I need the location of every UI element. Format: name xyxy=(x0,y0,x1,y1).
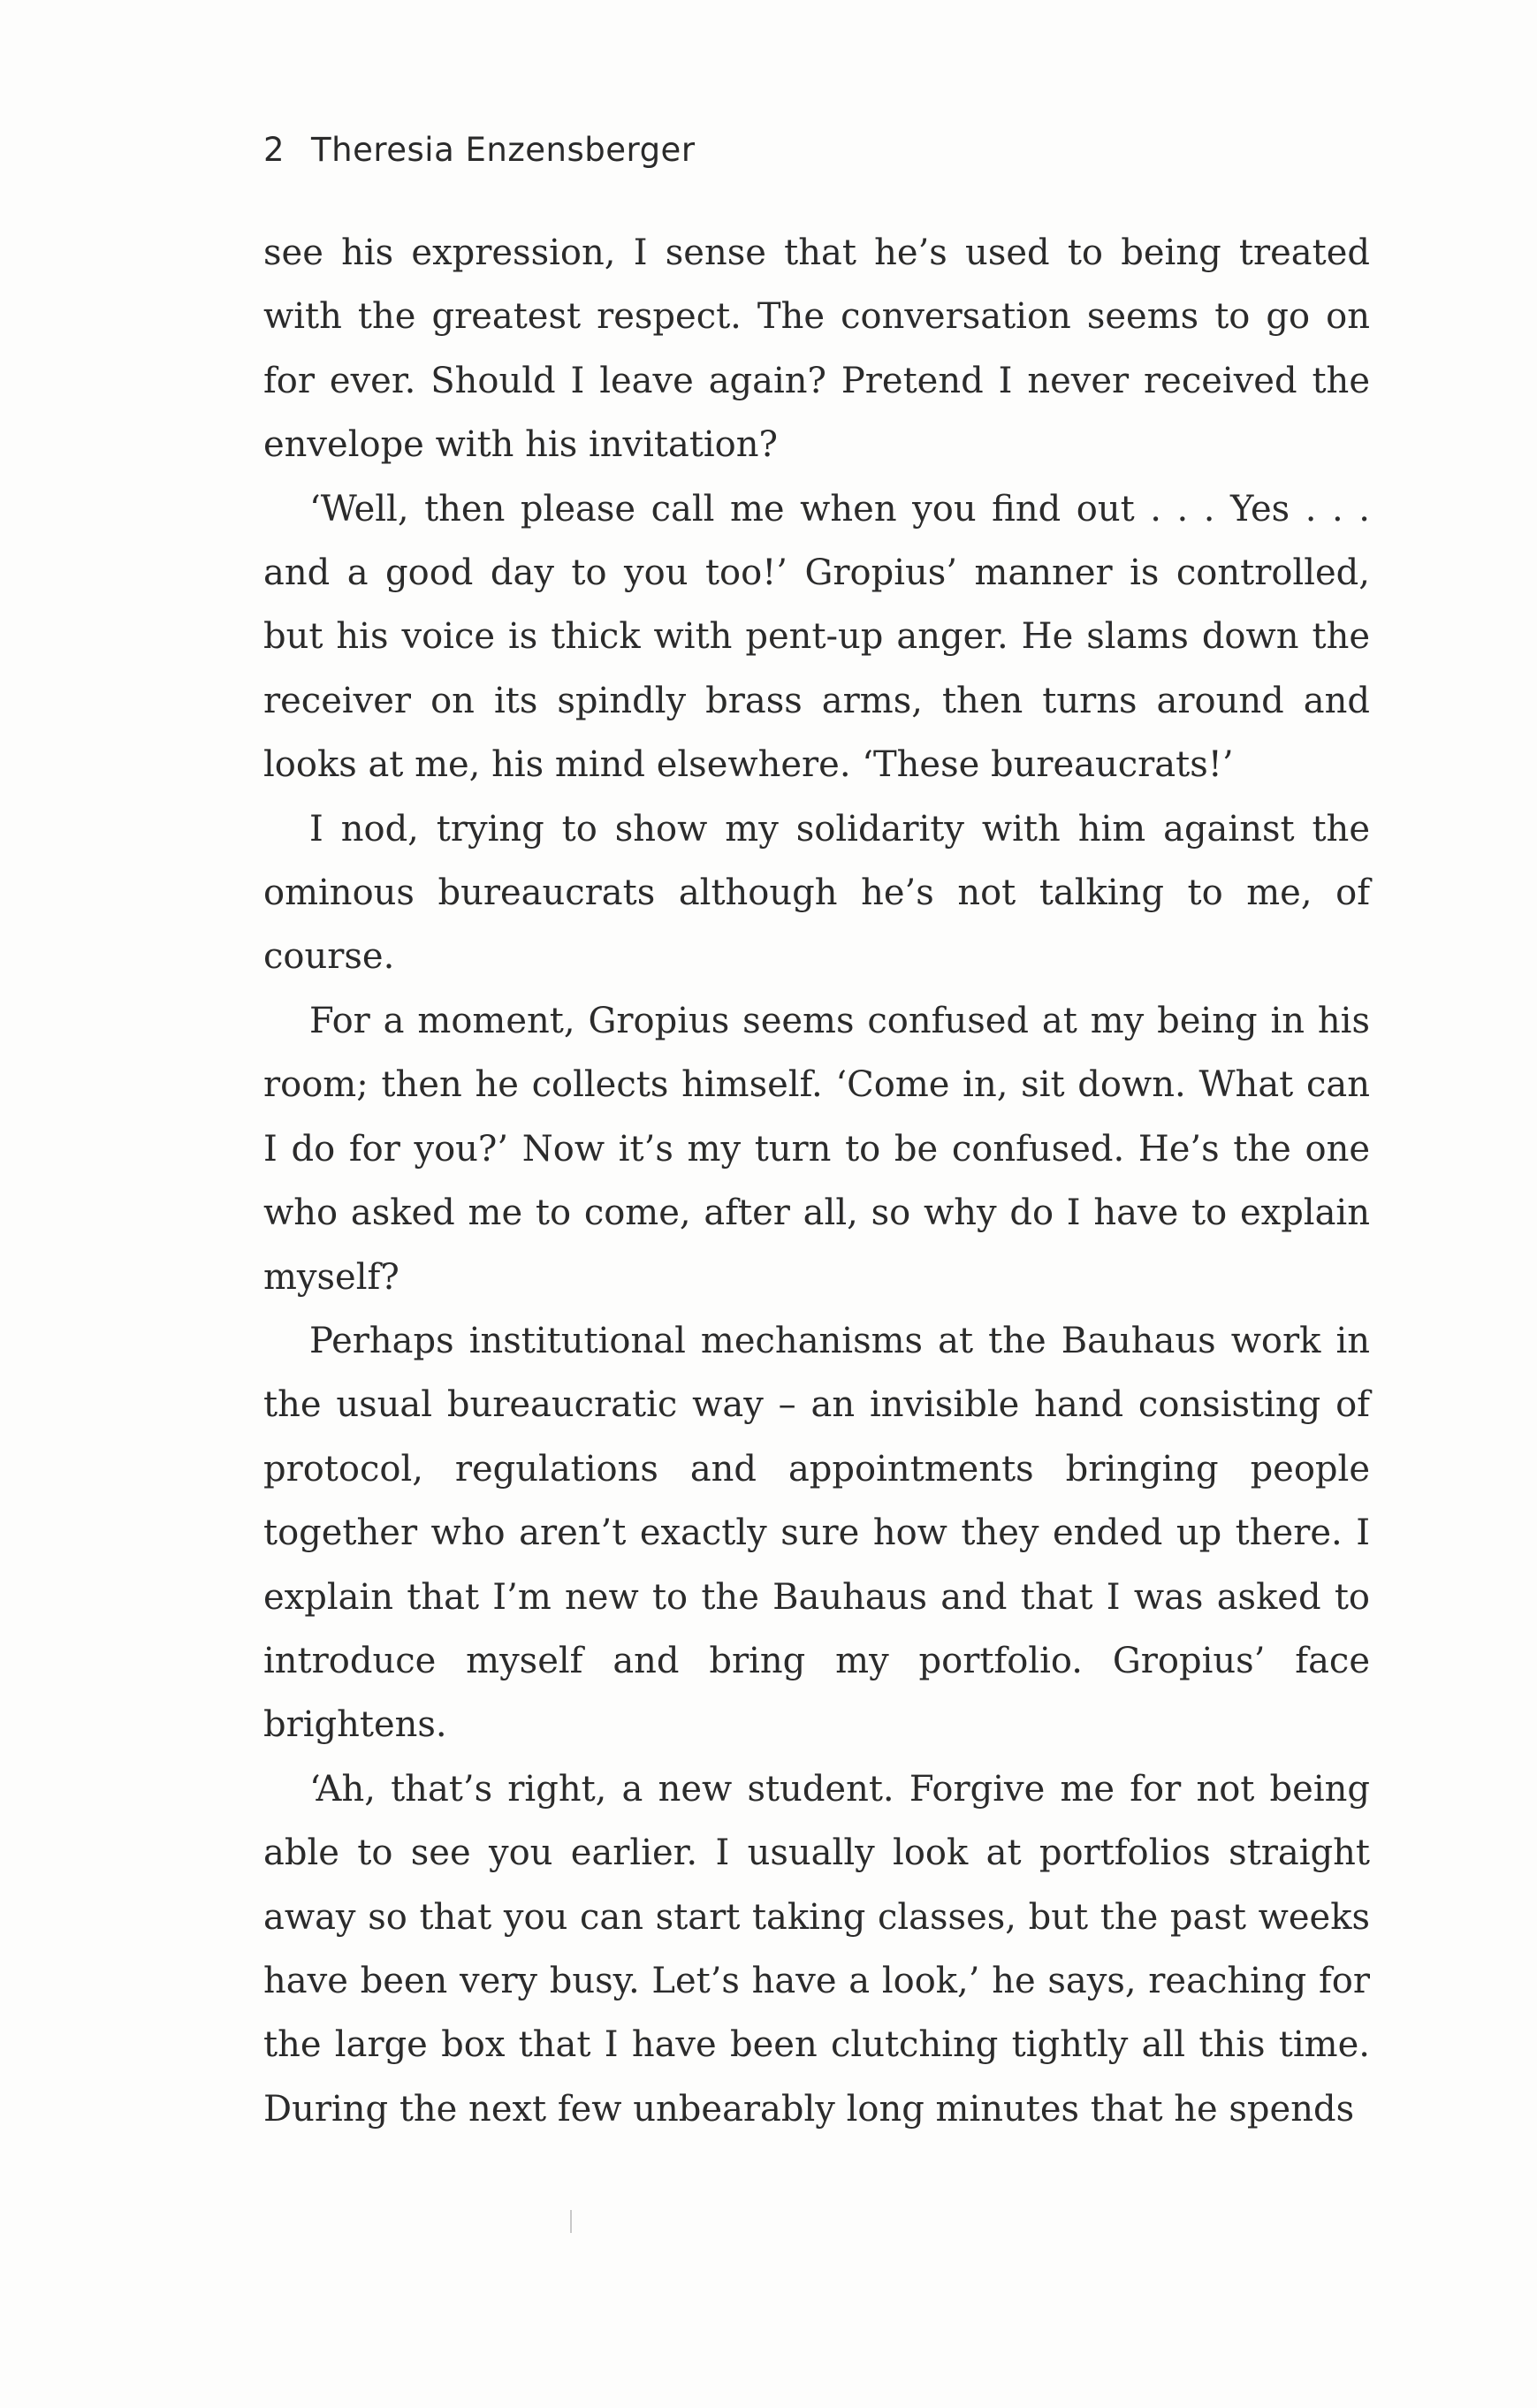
paragraph: see his expression, I sense that he’s used to being treated with the greatest respect. The conversation seems to go on for ever. Should I leave again? Pretend I never received the envelope with his invitation? xyxy=(263,232,1370,466)
body-text xyxy=(263,221,1370,2141)
paragraph: For a moment, Gropius seems confused at my being in his room; then he collects himself. ‘Come in, sit down. What can I do for you?’ Now it’s my turn to be confused. He’s the one who asked me to come, after all, so why do I have to explain myself? xyxy=(263,1000,1370,1298)
scan-speck xyxy=(570,2210,572,2233)
page-number: 2 xyxy=(263,131,285,169)
paragraph: Perhaps institutional mechanisms at the Bauhaus work in the usual bureaucratic way – an invisible hand consisting of protocol, regulations and appointments bringing people together who aren’t exactly sure how they ended up there. I explain that I’m new to the Bauhaus and that I was asked to introduce myself and bring my portfolio. Gropius’ face brightens. xyxy=(263,1320,1370,1746)
paragraph: ‘Well, then please call me when you find out . . . Yes . . . and a good day to you too!’ Gropius’ manner is controlled, but his voice is thick with pent-up anger. He slams down the receiver on its spindly brass arms, then turns around and looks at me, his mind elsewhere. ‘These bureaucrats!’ xyxy=(263,488,1370,786)
paragraph: ‘Ah, that’s right, a new student. Forgive me for not being able to see you earlier. I usually look at portfolios straight away so that you can start taking classes, but the past weeks have been very busy. Let’s have a look,’ he says, reaching for the large box that I have been clutching tightly all this time. During the next few unbearably long minutes that he spends xyxy=(263,1768,1370,2130)
running-head xyxy=(263,131,696,169)
paragraph: I nod, trying to show my solidarity with him against the ominous bureaucrats although he’s not talking to me, of course. xyxy=(263,808,1370,978)
running-title: Theresia Enzensberger xyxy=(311,131,696,169)
